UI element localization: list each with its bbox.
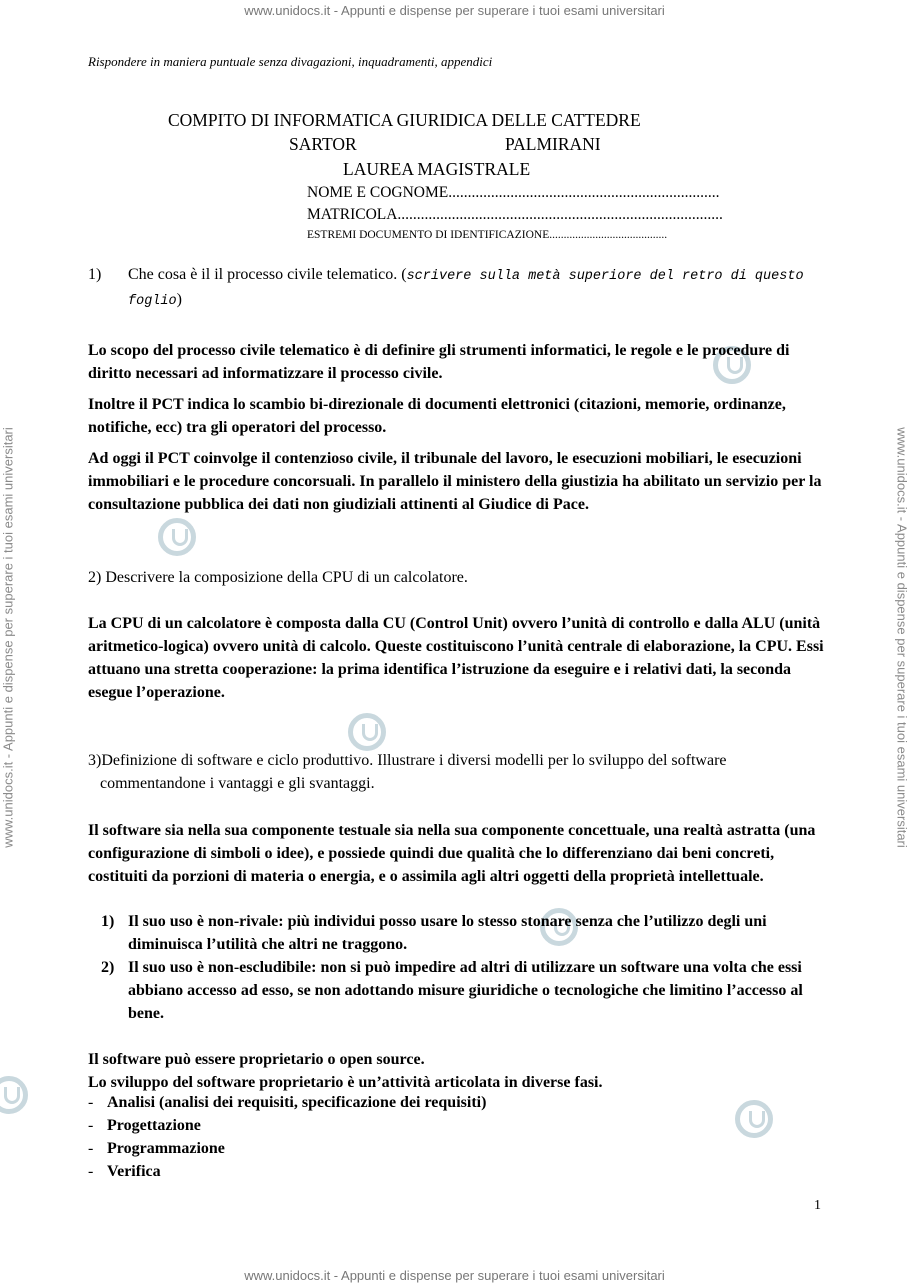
phase-label: Analisi (analisi dei requisiti, specificazione dei requisiti)	[107, 1094, 487, 1111]
answer-3-line: Lo sviluppo del software proprietario è un’attività articolata in diverse fasi.	[88, 1074, 603, 1091]
answer-2	[88, 612, 828, 712]
answer-3-line: Il software può essere proprietario o open source.	[88, 1051, 425, 1068]
watermark-right: www.unidocs.it - Appunti e dispense per superare i tuoi esami universitari	[894, 427, 909, 848]
answer-1	[88, 339, 828, 524]
question-1	[128, 263, 818, 313]
list-item: Il suo uso è non-rivale: più individui posso usare lo stesso stonare senza che l’utilizzo degli uni diminuisca l’utilità che altri ne traggono.	[128, 913, 767, 953]
watermark-bottom: www.unidocs.it - Appunti e dispense per superare i tuoi esami universitari	[244, 1268, 665, 1283]
phase-item	[88, 1117, 201, 1135]
page-title: COMPITO DI INFORMATICA GIURIDICA DELLE CATTEDRE	[168, 110, 641, 130]
phase-label: Programmazione	[107, 1140, 225, 1157]
phase-item	[88, 1163, 161, 1181]
dash-marker: -	[88, 1117, 94, 1134]
watermark-logo-icon	[348, 713, 386, 751]
answer-2-paragraph: La CPU di un calcolatore è composta dalla CU (Control Unit) ovvero l’unità di controllo e dalla ALU (unità aritmetico-logica) ovvero unità di calcolo. Queste costituiscono l’unità centrale di elaborazione, la CPU. Essi attuano una stretta cooperazione: la prima identifica l’istruzione da eseguire e i relativi dati, la seconda esegue l’operazione.	[88, 615, 824, 701]
question-1-close: )	[176, 291, 182, 308]
instruction-text: Rispondere in maniera puntuale senza divagazioni, inquadramenti, appendici	[88, 54, 493, 69]
page-number: 1	[814, 1198, 821, 1213]
question-1-note: scrivere sulla metà superiore del retro di questo foglio	[128, 269, 804, 309]
phase-item	[88, 1094, 486, 1112]
answer-1-paragraph: Ad oggi il PCT coinvolge il contenzioso civile, il tribunale del lavoro, le esecuzioni mobiliari, le esecuzioni immobiliari e le procedure concorsuali. In parallelo il ministero della giustizia ha abilitato un servizio per la consultazione pubblica dei dati non giudiziali attinenti al Giudice di Pace.	[88, 450, 822, 513]
name-field: NOME E COGNOME......................................................................	[307, 184, 720, 201]
list-item: Il suo uso è non-escludibile: non si può impedire ad altri di utilizzare un software una volta che essi abbiano accesso ad esso, se non adottando misure giuridiche o tecnologiche che limitino l’accesso al bene.	[128, 959, 803, 1022]
phase-label: Verifica	[107, 1163, 161, 1180]
answer-1-paragraph: Inoltre il PCT indica lo scambio bi-direzionale di documenti elettronici (citazioni, memorie, ordinanze, notifiche, ecc) tra gli operatori del processo.	[88, 396, 786, 436]
question-1-number: 1)	[88, 266, 102, 283]
list-item-number: 1)	[101, 913, 115, 930]
watermark-top: www.unidocs.it - Appunti e dispense per superare i tuoi esami universitari	[244, 3, 665, 18]
phase-label: Progettazione	[107, 1117, 201, 1134]
watermark-left: www.unidocs.it - Appunti e dispense per superare i tuoi esami universitari	[0, 427, 16, 848]
question-1-text: Che cosa è il il processo civile telematico. (	[128, 266, 407, 283]
document-field: ESTREMI DOCUMENTO DI IDENTIFICAZIONE.........................................	[307, 229, 668, 241]
professor-sartor: SARTOR	[289, 134, 357, 154]
watermark-logo-icon	[735, 1100, 773, 1138]
dash-marker: -	[88, 1094, 94, 1111]
answer-3-paragraph: Il software sia nella sua componente testuale sia nella sua componente concettuale, una realtà astratta (una configurazione di simboli o idee), e possiede quindi due qualità che lo differenziano dai beni concreti, costituiti da porzioni di materia o energia, e o assimila agli altri oggetti della proprietà intellettuale.	[88, 822, 816, 885]
degree-title: LAUREA MAGISTRALE	[343, 159, 531, 179]
question-3-line-2: commentandone i vantaggi e gli svantaggi.	[100, 775, 375, 792]
list-item-number: 2)	[101, 959, 115, 976]
matricola-field: MATRICOLA....................................................................................	[307, 206, 723, 223]
answer-3-intro	[88, 819, 828, 896]
dash-marker: -	[88, 1140, 94, 1157]
answer-1-paragraph: Lo scopo del processo civile telematico è di definire gli strumenti informatici, le regole e le procedure di diritto necessari ad informatizzare il processo civile.	[88, 342, 790, 382]
watermark-logo-icon	[0, 1076, 28, 1114]
question-3-line-1: 3)Definizione di software e ciclo produttivo. Illustrare i diversi modelli per lo sviluppo del software	[88, 752, 727, 769]
dash-marker: -	[88, 1163, 94, 1180]
question-2: 2) Descrivere la composizione della CPU di un calcolatore.	[88, 569, 468, 586]
phase-item	[88, 1140, 225, 1158]
professor-palmirani: PALMIRANI	[505, 134, 601, 154]
